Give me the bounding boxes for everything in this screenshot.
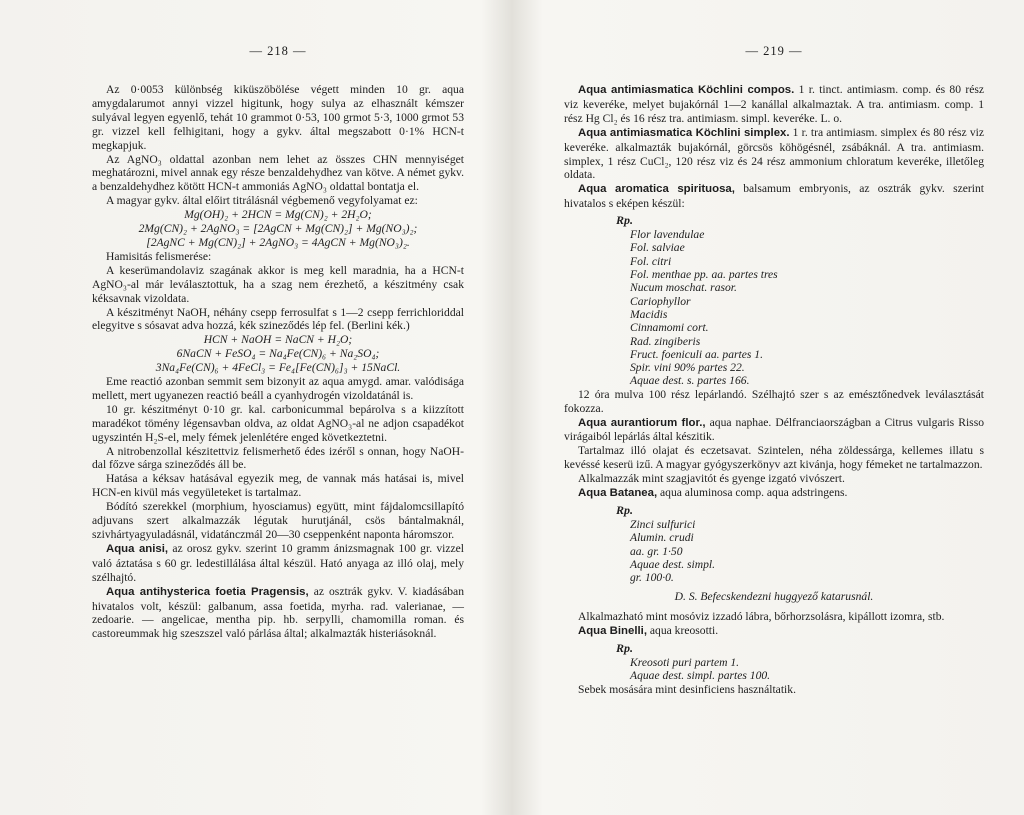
entry-paragraph bbox=[564, 182, 984, 211]
paragraph: A keserümandolaviz szagának akkor is meg kell maradnia, ha a HCN-t AgNO₃-al már leválasztottuk, ha a szag nem érezhető, a készitmény csak kéksavnak vizoldata. bbox=[92, 263, 464, 305]
page-body bbox=[564, 83, 984, 697]
recipe-line: Fol. salviae bbox=[630, 241, 685, 255]
recipe-list bbox=[630, 656, 984, 683]
recipe-line: Kreosoti puri partem 1. bbox=[630, 656, 740, 670]
page-body bbox=[92, 83, 464, 641]
paragraph: A készitményt NaOH, néhány csepp ferrosulfat s 1—2 csepp ferrichloriddal elegyitve s sósavat adva hozzá, kék szineződés lép fel. (Berlini kék.) bbox=[92, 305, 464, 333]
recipe-line: Rad. zingiberis bbox=[630, 334, 701, 348]
page-number: — 219 — bbox=[745, 44, 803, 58]
recipe-line: Aquae dest. simpl. bbox=[630, 557, 716, 571]
entry-text: 1 r. tinct. antimiasm. comp. és 80 rész viz keveréke, melyet bujakórnál 1—2 kanállal alkalmaztak. A tra. antimiasm. comp. 1 rész Hg Cl₂ és 16 rész tra. antimiasm. simpl. keveréke. L. o. bbox=[564, 83, 984, 125]
recipe-line: gr. 100·0. bbox=[630, 571, 674, 585]
paragraph: Az 0·0053 különbség kiküszöbölése végett minden 10 gr. aqua amygdalarumot annyi vizzel higitunk, hogy sulya az elhasznált kémszer sulyával legyen egyenlő, tehát 10 grammot 0·53, 100 grmot 5·3, 1000 grmot 53 gr. vizzel kell felhigitani, hogy a gykv. által megszabott 0·1% HCN-t megkapjuk. bbox=[92, 83, 464, 152]
entry-paragraph bbox=[564, 416, 984, 445]
page-number: — 218 — bbox=[249, 44, 307, 58]
entry-text: az osztrák gykv. V. kiadásában hivatalos volt, készül: galbanum, assa foetida, myrha. rad. valerianae, — zedoarie. — angelicae, mentha pip. hb. serpylli, chamomilla roman. és castoreummak hig szeszszel való párlása által; alkalmazták histeriásoknál. bbox=[92, 584, 464, 641]
recipe-line: Zinci sulfurici bbox=[630, 517, 696, 531]
entry-heading: Aqua antimiasmatica Köchlini compos. bbox=[578, 84, 795, 96]
entry-paragraph bbox=[564, 83, 984, 126]
entry-text: aqua kreosotti. bbox=[646, 624, 719, 638]
entry-text: balsamum embryonis, az osztrák gykv. szerint hivatalos s eképen készül: bbox=[564, 182, 984, 211]
entry-paragraph bbox=[564, 624, 984, 639]
paragraph: Az AgNO₃ oldattal azonban nem lehet az összes CHN mennyiséget meghatározni, mivel annak egy része benzaldehydhez van kötve. A német gykv. a benzaldehydhez kötött HCN-t ammoniás AgNO₃ oldattal bontatja el. bbox=[92, 152, 464, 194]
equation: [2AgNC + Mg(CN)₂] + 2AgNO₃ = 4AgCN + Mg(NO₃)₂. bbox=[146, 235, 410, 249]
paragraph: Hamisitás felismerése: bbox=[106, 249, 212, 263]
paragraph: 10 gr. készitményt 0·10 gr. kal. carbonicummal bepárolva s a kiizzított maradékot tömény légensavban oldva, az oldat AgNO₃-al ne adjon csapadékot ugyszintén H₂S-el, mely fémek jelenlétére enged következtetni. bbox=[92, 402, 464, 444]
entry-paragraph bbox=[564, 486, 984, 501]
recipe-line: Fol. citri bbox=[630, 254, 672, 268]
equation: 3Na₄Fe(CN)₆ + 4FeCl₃ = Fe₄[Fe(CN)₆]₃ + 15NaCl. bbox=[155, 361, 401, 375]
entry-text: aqua naphae. Délfranciaországban a Citrus vulgaris Risso virágaiból lepárlás által készitik. bbox=[564, 415, 984, 444]
equation: Mg(OH)₂ + 2HCN = Mg(CN)₂ + 2H₂O; bbox=[184, 208, 372, 222]
paragraph: Sebek mosására mint desinficiens használtatik. bbox=[578, 682, 796, 696]
recipe-line: Fol. menthae pp. aa. partes tres bbox=[630, 268, 778, 282]
signature-line: D. S. Befecskendezni huggyező katarusnál. bbox=[674, 590, 874, 604]
paragraph: Bódító szerekkel (morphium, hyosciamus) együtt, mint fájdalomcsillapító adjuvans szert alkalmazzák légutak hurutjánál, csös bántalmaknál, szivhártyagyuladásnál, vidatánczmál 20—30 cseppenként naponta háromszor. bbox=[92, 500, 464, 541]
paragraph: Eme reactió azonban semmit sem bizonyit az aqua amygd. amar. valódisága mellett, mert ugyanezen reactió beáll a cyanhydrogén vizoldatánál is. bbox=[92, 375, 464, 402]
entry-text: 1 r. tra antimiasm. simplex és 80 rész viz keveréke. alkalmazták bujakórnál, görcsös köhögésnél, zsábáknál. A tra. antimiasm. simplex, 1 rész CuCl₂, 120 rész viz és 24 rész ammonium chloratum keveréke, illetőleg oldata. bbox=[564, 125, 984, 182]
recipe-line: Flor lavendulae bbox=[630, 228, 705, 242]
paragraph: Alkalmazható mint mosóviz izzadó lábra, bőrhorzsolásra, kipállott izomra, stb. bbox=[578, 610, 945, 624]
recipe-line: aa. gr. 1·50 bbox=[630, 544, 683, 558]
recipe-line: Cinnamomi cort. bbox=[630, 321, 709, 335]
recipe-list bbox=[630, 228, 984, 388]
entry-heading: Aqua aromatica spirituosa, bbox=[578, 183, 735, 196]
entry-heading: Aqua anisi, bbox=[106, 542, 169, 555]
entry-text: aqua aluminosa comp. aqua adstringens. bbox=[657, 486, 848, 500]
paragraph: A magyar gykv. által előirt titrálásnál végbemenő vegyfolyamat ez: bbox=[106, 194, 418, 208]
recipe-heading: Rp. bbox=[616, 213, 634, 228]
equation: 2Mg(CN)₂ + 2AgNO₃ = [2AgCN + Mg(CN)₂] + Mg(NO₃)₂; bbox=[138, 222, 418, 236]
entry-heading: Aqua Binelli, bbox=[578, 625, 647, 638]
recipe-line: Nucum moschat. rasor. bbox=[630, 281, 737, 295]
entry-text: az orosz gykv. szerint 10 gramm ánizsmagnak 100 gr. vizzel való áztatása s 60 gr. ledestillálása által készül. Ható anyaga az illó olaj, mely szélhajtó. bbox=[92, 541, 464, 584]
recipe-line: Cariophyllor bbox=[630, 294, 691, 308]
entry-paragraph bbox=[92, 585, 464, 642]
paragraph: Tartalmaz illó olajat és eczetsavat. Szintelen, néha zöldessárga, kellemes illatu s kevéssé keserü izű. A magyar gyógyszerkönyv azt kivánja, hogy fémeket ne tartalmazzon. bbox=[564, 444, 984, 472]
paragraph: Alkalmazzák mint szagjavitót és gyenge izgató vivószert. bbox=[578, 472, 845, 486]
recipe-line: Aquae dest. simpl. partes 100. bbox=[630, 669, 771, 683]
recipe-line: Alumin. crudi bbox=[630, 531, 694, 545]
entry-paragraph bbox=[92, 542, 464, 585]
entry-heading: Aqua antihysterica foetia Pragensis, bbox=[106, 585, 309, 598]
recipe-heading: Rp. bbox=[616, 641, 634, 656]
equation: 6NaCN + FeSO₄ = Na₄Fe(CN)₆ + Na₂SO₄; bbox=[176, 347, 380, 361]
right-page bbox=[512, 0, 1024, 815]
paragraph: Hatása a kéksav hatásával egyezik meg, de vannak más hatásai is, mivel HCN-en kivül más vegyületeket is tartalmaz. bbox=[92, 472, 464, 500]
recipe-list bbox=[630, 518, 984, 584]
recipe-line: Macidis bbox=[630, 307, 668, 321]
entry-paragraph bbox=[564, 126, 984, 183]
paragraph: 12 óra mulva 100 rész lepárlandó. Szélhajtó szer s az emésztőnedvek leválasztását fokozza. bbox=[564, 387, 984, 415]
equation: HCN + NaOH = NaCN + H₂O; bbox=[203, 333, 353, 347]
recipe-line: Aquae dest. s. partes 166. bbox=[630, 374, 750, 388]
recipe-line: Fruct. foeniculi aa. partes 1. bbox=[630, 347, 763, 361]
entry-heading: Aqua aurantiorum flor., bbox=[578, 416, 706, 429]
paragraph: A nitrobenzollal készitettviz felismerhető édes izéről s onnan, hogy NaOH-dal főzve sárga szineződés áll be. bbox=[92, 444, 464, 472]
recipe-heading: Rp. bbox=[616, 502, 634, 517]
entry-heading: Aqua Batanea, bbox=[578, 487, 658, 500]
recipe-line: Spir. vini 90% partes 22. bbox=[630, 361, 745, 375]
entry-heading: Aqua antimiasmatica Köchlini simplex. bbox=[578, 126, 790, 139]
